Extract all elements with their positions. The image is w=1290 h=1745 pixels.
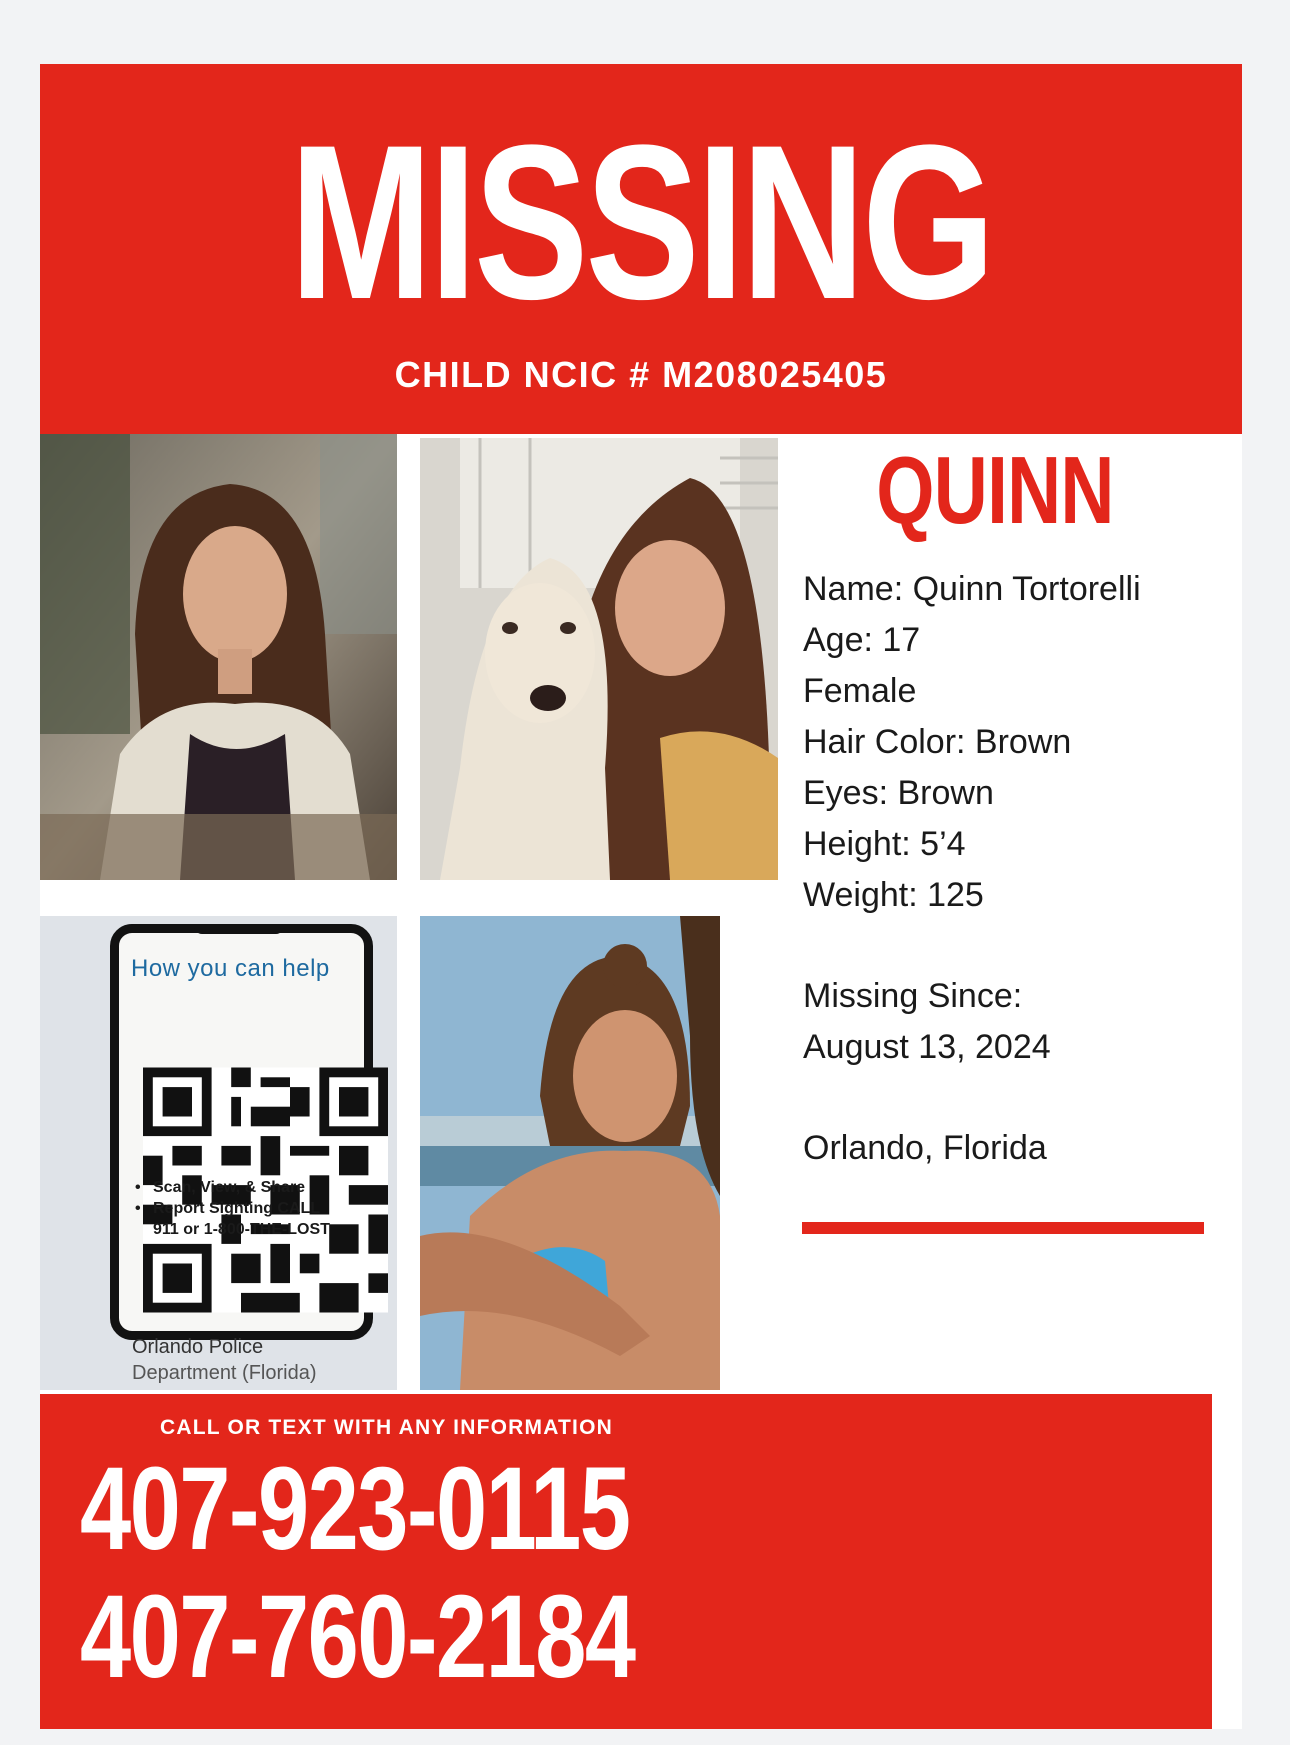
phone-frame [110, 924, 373, 1340]
detail-height: Height: 5’4 [803, 825, 966, 863]
poster-header [40, 64, 1242, 434]
divider-line [802, 1222, 1204, 1234]
phone-number-2[interactable]: 407-760-2184 [80, 1571, 635, 1703]
missing-first-name: QUINN [876, 437, 1114, 544]
detail-age: Age: 17 [803, 621, 921, 659]
detail-eyes: Eyes: Brown [803, 774, 994, 812]
detail-sex: Female [803, 672, 917, 710]
call-label: CALL OR TEXT WITH ANY INFORMATION [160, 1416, 613, 1439]
missing-since-label: Missing Since: [803, 977, 1023, 1015]
qr-bullet-report: • Report Sighting CALL 911 or 1-800-THE-LOST [131, 1198, 341, 1240]
person-details [803, 564, 1233, 1174]
qr-help-card [40, 916, 397, 1390]
detail-name: Name: Quinn Tortorelli [803, 570, 1141, 608]
missing-since-date: August 13, 2024 [803, 1028, 1051, 1066]
contact-footer [40, 1394, 1212, 1729]
qr-heading: How you can help [131, 955, 330, 982]
ncic-number: CHILD NCIC # M208025405 [394, 354, 888, 395]
last-location: Orlando, Florida [803, 1129, 1047, 1167]
qr-footer-agency: Orlando Police [132, 1336, 264, 1358]
missing-poster [40, 64, 1242, 1729]
photo-portrait [40, 434, 397, 880]
qr-footer-agency-2: Department (Florida) [132, 1362, 317, 1384]
qr-instructions [131, 1177, 341, 1240]
phone-number-1[interactable]: 407-923-0115 [80, 1443, 630, 1575]
detail-hair: Hair Color: Brown [803, 723, 1072, 761]
photo-beach [420, 916, 720, 1390]
poster-title: MISSING [289, 99, 993, 345]
detail-weight: Weight: 125 [803, 876, 984, 914]
qr-bullet-share: • Scan, View, & Share [131, 1177, 341, 1198]
photo-with-dog [420, 438, 778, 880]
